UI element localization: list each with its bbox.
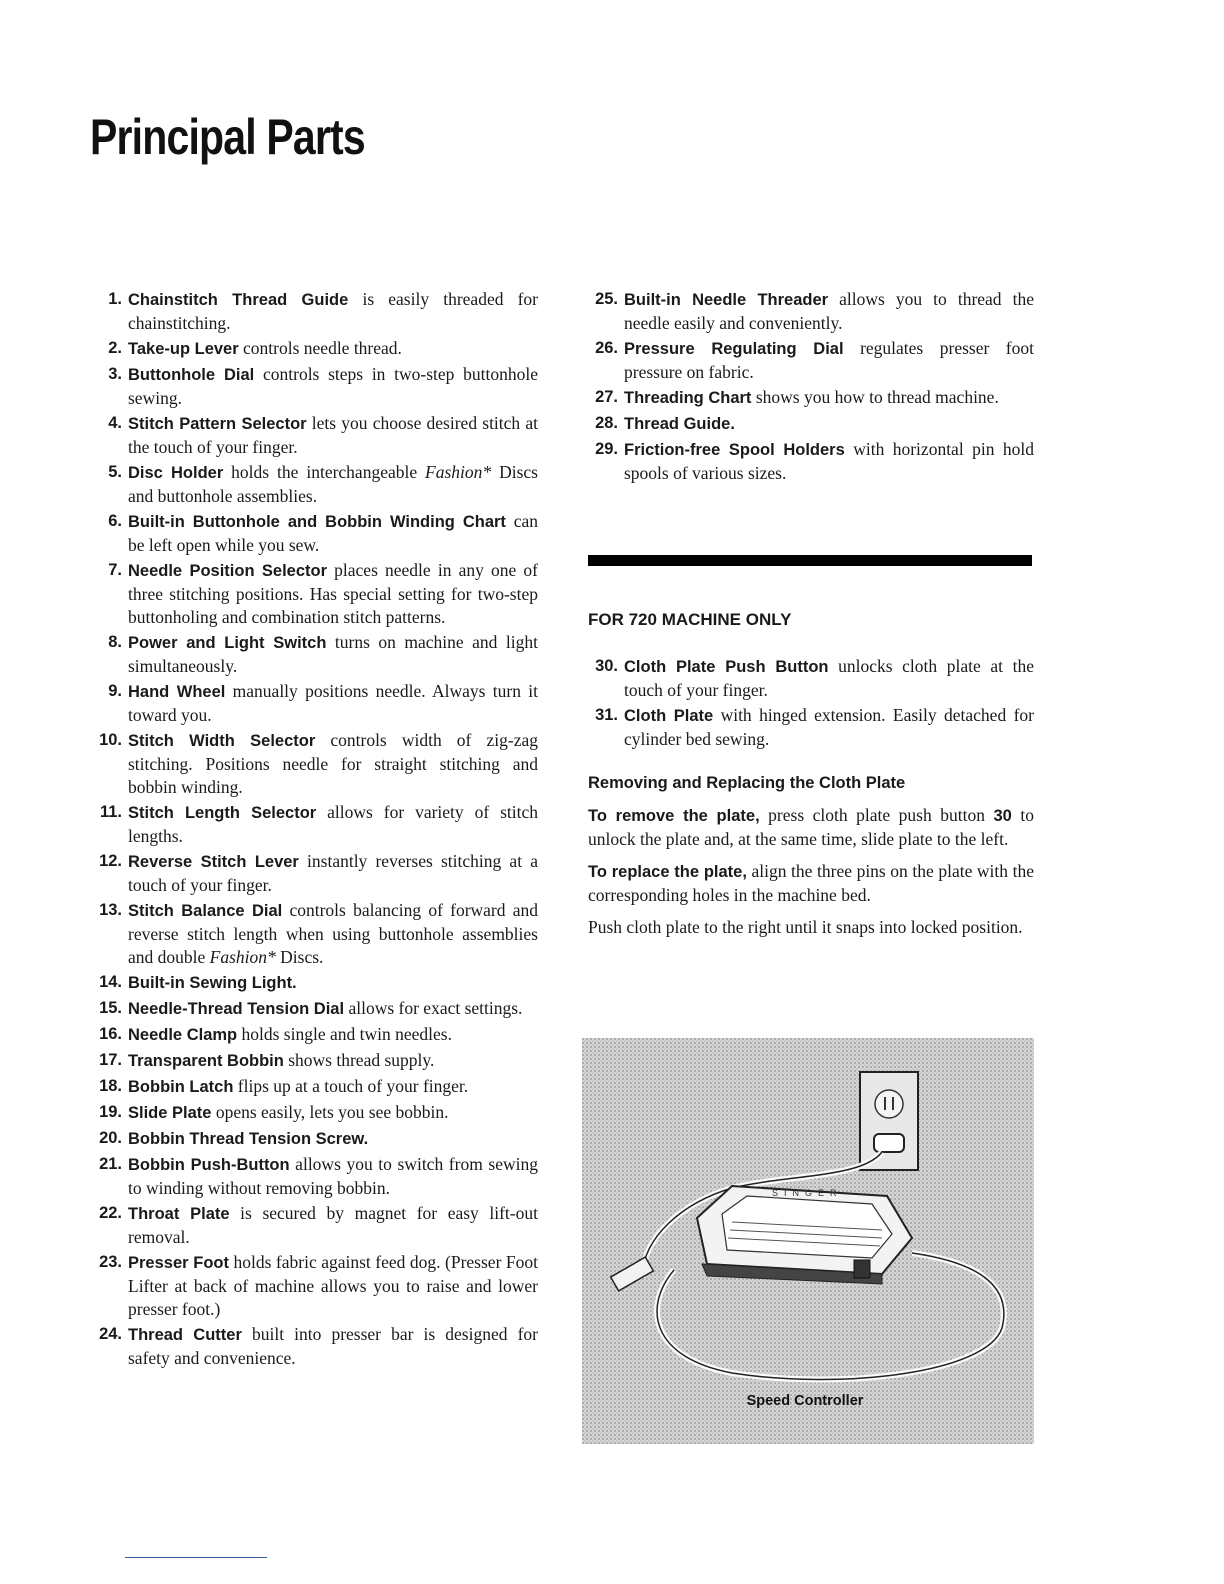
part-name: Transparent Bobbin [128,1052,284,1070]
part-description: lets you choose desired stitch at the touch of your finger. [128,413,538,457]
part-name: Hand Wheel [128,683,226,701]
part-item [90,997,538,1021]
replace-text: align the three pins on the plate with the corresponding holes in the machine bed. [588,861,1034,905]
part-item [586,386,1034,410]
part-name: Stitch Balance Dial [128,902,283,920]
part-number: 7. [108,561,122,579]
part-number: 24. [99,1325,122,1343]
part-number: 29. [595,440,618,458]
part-item [90,1153,538,1200]
part-item [90,971,538,995]
part-name: Needle Position Selector [128,562,328,580]
part-item [586,655,1034,702]
part-trademark: Fashion* [209,947,276,967]
part-number: 11. [99,803,122,821]
part-name: Cloth Plate [624,707,714,725]
part-item [90,1251,538,1321]
remove-part-ref: 30 [993,807,1012,825]
part-name: Take-up Lever [128,340,239,358]
part-name: Pressure Regulating Dial [624,340,844,358]
part-item [90,801,538,848]
part-item [90,1101,538,1125]
part-name: Power and Light Switch [128,634,327,652]
part-number: 27. [595,388,618,406]
part-description: holds fabric against feed dog. (Presser Foot Lifter at back of machine allows you to raise and lower presser foot.) [128,1252,538,1319]
part-description: controls steps in two-step buttonhole sewing. [128,364,538,408]
part-number: 20. [99,1129,122,1147]
part-number: 28. [595,414,618,432]
part-number: 3. [108,365,122,383]
part-name: Cloth Plate Push Button [624,658,829,676]
part-item [90,510,538,557]
part-description: regulates presser foot pressure on fabric. [624,338,1035,382]
part-description: is secured by magnet for easy lift-out removal. [128,1203,538,1247]
part-name: Bobbin Thread Tension Screw. [128,1130,369,1148]
part-item [90,412,538,459]
part-name: Bobbin Push-Button [128,1156,290,1174]
parts-list-left [90,288,538,1372]
part-trademark: Fashion* [425,462,492,482]
part-name: Threading Chart [624,389,752,407]
machine-parts-list [586,655,1034,753]
part-description: controls width of zig-zag stitching. Positions needle for straight stitching and bobbin winding. [128,730,538,797]
part-name: Reverse Stitch Lever [128,853,299,871]
machine-section-heading: FOR 720 MACHINE ONLY [588,610,792,629]
part-name: Presser Foot [128,1254,229,1272]
part-number: 19. [99,1103,122,1121]
part-number: 17. [99,1051,122,1069]
part-name: Built-in Needle Threader [624,291,829,309]
part-item [90,850,538,897]
part-number: 18. [99,1077,122,1095]
part-item [90,1127,538,1151]
part-description-cont: Discs and buttonhole assemblies. [128,462,538,506]
parts-list-right [586,288,1034,487]
part-description: instantly reverses stitching at a touch of your finger. [128,851,538,895]
footer-line [125,1557,267,1558]
remove-lead: To remove the plate, [588,807,760,825]
remove-paragraph [588,804,1034,851]
part-number: 12. [99,852,122,870]
part-name: Built-in Buttonhole and Bobbin Winding Chart [128,513,506,531]
part-item [90,631,538,678]
part-number: 9. [108,682,122,700]
part-number: 26. [595,339,618,357]
removing-heading: Removing and Replacing the Cloth Plate [588,774,906,792]
part-number: 2. [108,339,122,357]
part-item [90,363,538,410]
part-number: 5. [108,463,122,481]
replace-paragraph [588,860,1034,907]
part-item [90,1202,538,1249]
part-item [90,899,538,969]
part-number: 25. [595,290,618,308]
part-item [586,438,1034,485]
illustration-caption: Speed Controller [746,1393,864,1409]
part-description: with horizontal pin hold spools of various sizes. [624,439,1034,483]
part-name: Stitch Width Selector [128,732,316,750]
part-number: 15. [99,999,122,1017]
part-item [586,288,1034,335]
part-item [90,337,538,361]
wall-outlet [860,1072,918,1170]
part-item [90,1323,538,1370]
part-number: 23. [99,1253,122,1271]
part-name: Built-in Sewing Light. [128,974,297,992]
part-name: Throat Plate [128,1205,230,1223]
part-description-cont: Discs. [275,947,324,967]
part-description: places needle in any one of three stitching positions. Has special setting for two-step buttonholing and combination stitch patterns. [128,560,538,627]
part-name: Needle Clamp [128,1026,238,1044]
part-item [90,559,538,629]
part-name: Stitch Length Selector [128,804,317,822]
part-number: 31. [595,706,618,724]
part-name: Chainstitch Thread Guide [128,291,349,309]
part-description: built into presser bar is designed for safety and convenience. [128,1324,538,1368]
part-item [586,412,1034,436]
pedal-brand-label: SINGER [772,1188,843,1198]
part-description: controls needle thread. [238,338,402,358]
part-number: 10. [99,731,122,749]
section-divider [588,555,1032,566]
foot-pedal [697,1186,912,1284]
part-name: Disc Holder [128,464,224,482]
part-number: 4. [108,414,122,432]
part-item [90,1023,538,1047]
part-number: 22. [99,1204,122,1222]
push-paragraph: Push cloth plate to the right until it snaps into locked position. [588,917,1023,937]
part-description: controls balancing of forward and reverse stitch length when using buttonhole assemblies and double [128,900,538,967]
replace-lead: To replace the plate, [588,863,747,881]
part-item [586,704,1034,751]
part-description: opens easily, lets you see bobbin. [211,1102,449,1122]
part-description: allows for exact settings. [344,998,523,1018]
part-number: 30. [595,657,618,675]
part-description: allows you to thread the needle easily and conveniently. [624,289,1034,333]
part-number: 14. [99,973,122,991]
part-number: 21. [99,1155,122,1173]
part-description: holds single and twin needles. [237,1024,452,1044]
part-item [90,729,538,799]
part-item [90,1075,538,1099]
part-number: 1. [108,290,122,308]
removing-replacing-section [588,772,1034,948]
part-name: Stitch Pattern Selector [128,415,307,433]
part-item [90,461,538,508]
part-name: Buttonhole Dial [128,366,255,384]
part-number: 13. [99,901,122,919]
part-name: Friction-free Spool Holders [624,441,845,459]
part-name: Thread Cutter [128,1326,242,1344]
part-item [586,337,1034,384]
part-description: manually positions needle. Always turn it toward you. [128,681,538,725]
part-name: Bobbin Latch [128,1078,234,1096]
part-item [90,288,538,335]
part-description: is easily threaded for chainstitching. [128,289,539,333]
part-description: allows you to switch from sewing to winding without removing bobbin. [128,1154,538,1198]
part-name: Needle-Thread Tension Dial [128,1000,345,1018]
part-description: holds the interchangeable [223,462,426,482]
part-description: with hinged extension. Easily detached for cylinder bed sewing. [624,705,1034,749]
remove-text: press cloth plate push button [759,805,994,825]
part-number: 16. [99,1025,122,1043]
page-title: Principal Parts [90,109,365,165]
part-name: Slide Plate [128,1104,212,1122]
part-number: 6. [108,512,122,530]
remove-text-cont: to unlock the plate and, at the same time, slide plate to the left. [588,805,1034,849]
part-item [90,680,538,727]
part-description: turns on machine and light simultaneously. [128,632,538,676]
part-number: 8. [108,633,122,651]
part-description: can be left open while you sew. [128,511,538,555]
part-item [90,1049,538,1073]
part-description: flips up at a touch of your finger. [233,1076,469,1096]
part-name: Thread Guide. [624,415,735,433]
part-description: unlocks cloth plate at the touch of your finger. [624,656,1034,700]
part-description: allows for variety of stitch lengths. [128,802,538,846]
part-description: shows you how to thread machine. [751,387,999,407]
part-description: shows thread supply. [283,1050,435,1070]
speed-controller-illustration [582,1038,1034,1444]
